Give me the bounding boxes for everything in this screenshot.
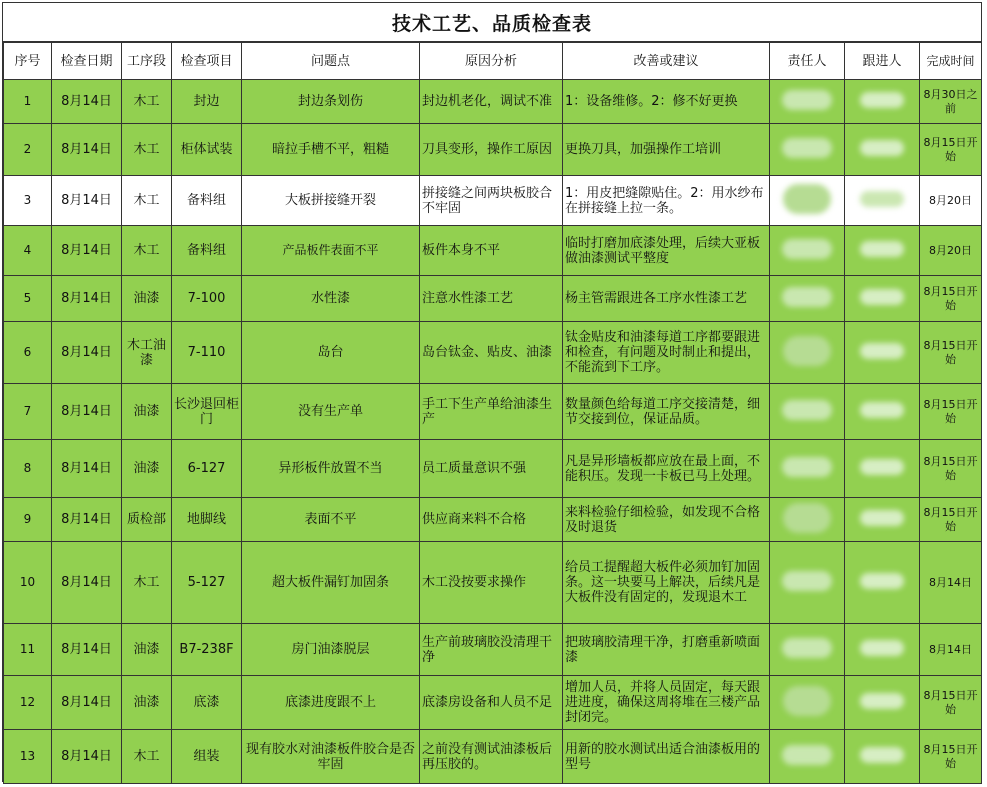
cell-date[interactable]: 8月14日 [52,80,122,124]
cell-suggestion[interactable]: 增加人员，并将人员固定，每天跟进进度，确保这周将堆在三楼产品封闭完。 [563,676,770,730]
table-row [4,624,982,676]
cell-cause[interactable]: 注意水性漆工艺 [420,276,563,322]
cell-suggestion[interactable]: 给员工提醒超大板件必须加钉加固条。这一块要马上解决，后续凡是大板件没有固定的，发现退木工 [563,542,770,624]
redacted-name-blur [860,191,904,207]
cell-follower[interactable] [845,124,920,176]
cell-stage[interactable]: 木工 [122,176,172,226]
cell-issue[interactable]: 大板拼接缝开裂 [242,176,420,226]
cell-suggestion[interactable]: 数量颜色给每道工序交接清楚，细节交接到位，保证品质。 [563,384,770,440]
header-row [4,43,982,80]
table-row [4,124,982,176]
redacted-name-blur [783,503,831,533]
redacted-name-blur [860,510,904,526]
cell-owner[interactable] [770,624,845,676]
cell-item[interactable]: 7-110 [172,322,242,384]
cell-cause[interactable]: 之前没有测试油漆板后再压胶的。 [420,730,563,784]
cell-follower[interactable] [845,498,920,542]
cell-no[interactable]: 6 [4,322,52,384]
redacted-name-blur [783,686,831,716]
cell-cause[interactable]: 生产前玻璃胶没清理干净 [420,624,563,676]
cell-issue[interactable]: 底漆进度跟不上 [242,676,420,730]
inspection-table [3,42,982,784]
cell-no[interactable]: 7 [4,384,52,440]
cell-date[interactable]: 8月14日 [52,440,122,498]
cell-issue[interactable]: 异形板件放置不当 [242,440,420,498]
cell-no[interactable]: 10 [4,542,52,624]
table-row [4,226,982,276]
cell-follower[interactable] [845,730,920,784]
cell-owner[interactable] [770,730,845,784]
cell-stage[interactable]: 木工 [122,124,172,176]
cell-owner[interactable] [770,124,845,176]
cell-stage[interactable]: 质检部 [122,498,172,542]
cell-item[interactable]: B7-238F [172,624,242,676]
redacted-name-blur [860,92,904,108]
cell-cause[interactable]: 拼接缝之间两块板胶合不牢固 [420,176,563,226]
cell-cause[interactable]: 供应商来料不合格 [420,498,563,542]
cell-suggestion[interactable]: 钛金贴皮和油漆每道工序都要跟进和检查，有问题及时制止和提出，不能流到下工序。 [563,322,770,384]
cell-no[interactable]: 3 [4,176,52,226]
redacted-name-blur [782,287,832,307]
cell-item[interactable]: 封边 [172,80,242,124]
cell-due[interactable]: 8月15日开始 [920,440,982,498]
cell-item[interactable]: 组装 [172,730,242,784]
redacted-name-blur [860,140,904,156]
cell-follower[interactable] [845,542,920,624]
cell-issue[interactable]: 没有生产单 [242,384,420,440]
table-row [4,276,982,322]
cell-date[interactable]: 8月14日 [52,542,122,624]
cell-suggestion[interactable]: 更换刀具，加强操作工培训 [563,124,770,176]
cell-cause[interactable]: 岛台钛金、贴皮、油漆 [420,322,563,384]
redacted-name-blur [782,90,832,110]
cell-stage[interactable]: 木工 [122,730,172,784]
redacted-name-blur [782,571,832,591]
redacted-name-blur [860,640,904,656]
cell-no[interactable]: 11 [4,624,52,676]
cell-stage[interactable]: 油漆 [122,440,172,498]
cell-no[interactable]: 4 [4,226,52,276]
cell-item[interactable]: 柜体试装 [172,124,242,176]
cell-issue[interactable]: 现有胶水对油漆板件胶合是否牢固 [242,730,420,784]
cell-date[interactable]: 8月14日 [52,226,122,276]
cell-issue[interactable]: 超大板件漏钉加固条 [242,542,420,624]
col-header-item[interactable]: 检查项目 [172,43,242,80]
cell-suggestion[interactable]: 临时打磨加底漆处理，后续大亚板做油漆测试平整度 [563,226,770,276]
table-row [4,176,982,226]
col-header-issue[interactable]: 问题点 [242,43,420,80]
cell-owner[interactable] [770,440,845,498]
cell-issue[interactable]: 产品板件表面不平 [242,226,420,276]
cell-cause[interactable]: 封边机老化，调试不准 [420,80,563,124]
cell-item[interactable]: 备料组 [172,176,242,226]
cell-date[interactable]: 8月14日 [52,322,122,384]
cell-suggestion[interactable]: 杨主管需跟进各工序水性漆工艺 [563,276,770,322]
table-row [4,730,982,784]
cell-stage[interactable]: 木工 [122,542,172,624]
table-row [4,542,982,624]
table-row [4,440,982,498]
col-header-date[interactable]: 检查日期 [52,43,122,80]
cell-issue[interactable]: 表面不平 [242,498,420,542]
redacted-name-blur [782,745,832,765]
cell-cause[interactable]: 刀具变形，操作工原因 [420,124,563,176]
cell-date[interactable]: 8月14日 [52,384,122,440]
cell-issue[interactable]: 暗拉手槽不平，粗糙 [242,124,420,176]
cell-issue[interactable]: 水性漆 [242,276,420,322]
cell-owner[interactable] [770,176,845,226]
cell-date[interactable]: 8月14日 [52,730,122,784]
col-header-no[interactable]: 序号 [4,43,52,80]
cell-item[interactable]: 长沙退回柜门 [172,384,242,440]
col-header-stage[interactable]: 工序段 [122,43,172,80]
table-row [4,498,982,542]
cell-item[interactable]: 地脚线 [172,498,242,542]
cell-issue[interactable]: 房门油漆脱层 [242,624,420,676]
redacted-name-blur [782,239,832,259]
redacted-name-blur [783,184,831,214]
table-row [4,322,982,384]
cell-owner[interactable] [770,226,845,276]
redacted-name-blur [860,343,904,359]
cell-date[interactable]: 8月14日 [52,676,122,730]
cell-follower[interactable] [845,440,920,498]
cell-cause[interactable]: 木工没按要求操作 [420,542,563,624]
cell-suggestion[interactable]: 把玻璃胶清理干净，打磨重新喷面漆 [563,624,770,676]
sheet-title: 技术工艺、品质检查表 [3,3,981,42]
redacted-name-blur [860,241,904,257]
cell-follower[interactable] [845,276,920,322]
cell-owner[interactable] [770,676,845,730]
cell-follower[interactable] [845,80,920,124]
redacted-name-blur [782,638,832,658]
redacted-name-blur [860,747,904,763]
cell-issue[interactable]: 岛台 [242,322,420,384]
cell-suggestion[interactable]: 1：用皮把缝隙贴住。2：用水纱布在拼接缝上拉一条。 [563,176,770,226]
cell-stage[interactable]: 油漆 [122,624,172,676]
cell-stage[interactable]: 油漆 [122,276,172,322]
redacted-name-blur [860,402,904,418]
cell-due[interactable]: 8月15日开始 [920,384,982,440]
cell-date[interactable]: 8月14日 [52,276,122,322]
col-header-cause[interactable]: 原因分析 [420,43,563,80]
cell-stage[interactable]: 油漆 [122,384,172,440]
cell-follower[interactable] [845,176,920,226]
cell-date[interactable]: 8月14日 [52,624,122,676]
cell-owner[interactable] [770,542,845,624]
redacted-name-blur [860,289,904,305]
table-row [4,384,982,440]
cell-item[interactable]: 5-127 [172,542,242,624]
cell-due[interactable]: 8月15日开始 [920,124,982,176]
cell-item[interactable]: 底漆 [172,676,242,730]
redacted-name-blur [782,457,832,477]
cell-due[interactable]: 8月15日开始 [920,498,982,542]
cell-due[interactable]: 8月15日开始 [920,730,982,784]
redacted-name-blur [860,693,904,709]
cell-follower[interactable] [845,322,920,384]
inspection-sheet [2,2,982,782]
cell-no[interactable]: 1 [4,80,52,124]
cell-no[interactable]: 12 [4,676,52,730]
redacted-name-blur [782,400,832,420]
redacted-name-blur [860,459,904,475]
cell-owner[interactable] [770,80,845,124]
cell-due[interactable]: 8月15日开始 [920,676,982,730]
cell-due[interactable]: 8月20日 [920,226,982,276]
cell-cause[interactable]: 底漆房设备和人员不足 [420,676,563,730]
col-header-due[interactable]: 完成时间 [920,43,982,80]
cell-due[interactable]: 8月15日开始 [920,276,982,322]
cell-owner[interactable] [770,322,845,384]
cell-suggestion[interactable]: 1：设备维修。2：修不好更换 [563,80,770,124]
col-header-follower[interactable]: 跟进人 [845,43,920,80]
cell-issue[interactable]: 封边条划伤 [242,80,420,124]
cell-follower[interactable] [845,226,920,276]
cell-suggestion[interactable]: 凡是异形墙板都应放在最上面，不能积压。发现一卡板已马上处理。 [563,440,770,498]
cell-no[interactable]: 13 [4,730,52,784]
cell-stage[interactable]: 油漆 [122,676,172,730]
cell-suggestion[interactable]: 来料检验仔细检验，如发现不合格及时退货 [563,498,770,542]
cell-due[interactable]: 8月30日之前 [920,80,982,124]
redacted-name-blur [782,138,832,158]
cell-item[interactable]: 备料组 [172,226,242,276]
table-row [4,676,982,730]
cell-no[interactable]: 9 [4,498,52,542]
cell-owner[interactable] [770,498,845,542]
cell-due[interactable]: 8月14日 [920,542,982,624]
table-row [4,80,982,124]
cell-cause[interactable]: 员工质量意识不强 [420,440,563,498]
cell-due[interactable]: 8月15日开始 [920,322,982,384]
cell-date[interactable]: 8月14日 [52,498,122,542]
cell-date[interactable]: 8月14日 [52,176,122,226]
cell-follower[interactable] [845,624,920,676]
cell-owner[interactable] [770,276,845,322]
cell-follower[interactable] [845,676,920,730]
cell-item[interactable]: 7-100 [172,276,242,322]
cell-cause[interactable]: 板件本身不平 [420,226,563,276]
redacted-name-blur [783,336,831,366]
cell-follower[interactable] [845,384,920,440]
redacted-name-blur [860,573,904,589]
col-header-owner[interactable]: 责任人 [770,43,845,80]
cell-date[interactable]: 8月14日 [52,124,122,176]
cell-due[interactable]: 8月14日 [920,624,982,676]
cell-cause[interactable]: 手工下生产单给油漆生产 [420,384,563,440]
cell-stage[interactable]: 木工 [122,80,172,124]
cell-no[interactable]: 8 [4,440,52,498]
cell-item[interactable]: 6-127 [172,440,242,498]
cell-due[interactable]: 8月20日 [920,176,982,226]
cell-no[interactable]: 2 [4,124,52,176]
cell-stage[interactable]: 木工 [122,226,172,276]
cell-stage[interactable]: 木工油漆 [122,322,172,384]
cell-no[interactable]: 5 [4,276,52,322]
cell-suggestion[interactable]: 用新的胶水测试出适合油漆板用的型号 [563,730,770,784]
col-header-suggestion[interactable]: 改善或建议 [563,43,770,80]
cell-owner[interactable] [770,384,845,440]
